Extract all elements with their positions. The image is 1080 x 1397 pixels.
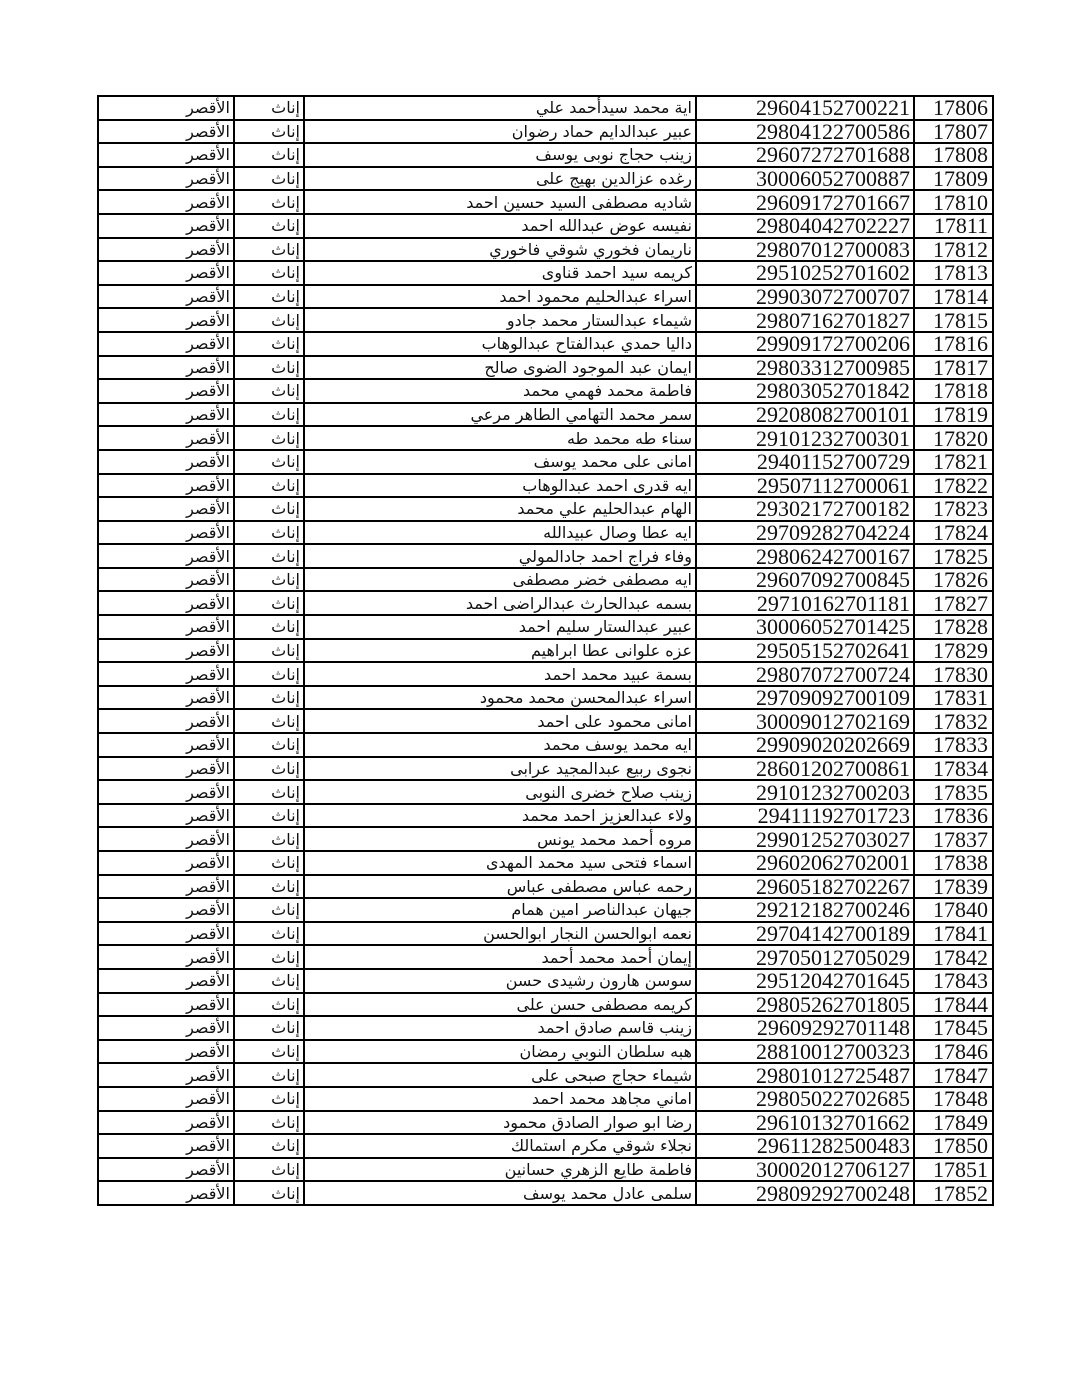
gender-cell: إناث [234, 143, 304, 167]
serial-cell: 17815 [914, 308, 993, 332]
gender-cell: إناث [234, 379, 304, 403]
gender-cell: إناث [234, 1181, 304, 1205]
gender-cell: إناث [234, 1040, 304, 1064]
table-row [98, 591, 993, 615]
name-cell: مروه أحمد محمد يونس [304, 827, 696, 851]
name-cell: نجوى ربيع عبدالمجيد عرابى [304, 757, 696, 781]
governorate-cell: الأقصر [98, 96, 234, 120]
serial-cell: 17820 [914, 426, 993, 450]
table-row [98, 757, 993, 781]
records-table [97, 95, 994, 1206]
national-id-cell: 29605182702267 [696, 875, 914, 899]
name-cell: سلمى عادل محمد يوسف [304, 1181, 696, 1205]
gender-cell: إناث [234, 993, 304, 1017]
serial-cell: 17839 [914, 875, 993, 899]
governorate-cell: الأقصر [98, 922, 234, 946]
table-row [98, 1063, 993, 1087]
gender-cell: إناث [234, 1087, 304, 1111]
governorate-cell: الأقصر [98, 898, 234, 922]
name-cell: داليا حمدي عبدالفتاح عبدالوهاب [304, 332, 696, 356]
name-cell: زينب حجاج نوبى يوسف [304, 143, 696, 167]
table-row [98, 1158, 993, 1182]
table-row [98, 639, 993, 663]
serial-cell: 17826 [914, 568, 993, 592]
name-cell: رحمه عباس مصطفى عباس [304, 875, 696, 899]
serial-cell: 17809 [914, 167, 993, 191]
national-id-cell: 29507112700061 [696, 474, 914, 498]
governorate-cell: الأقصر [98, 214, 234, 238]
name-cell: رغده عزالدين بهيج على [304, 167, 696, 191]
records-table-body [98, 96, 993, 1205]
gender-cell: إناث [234, 450, 304, 474]
serial-cell: 17851 [914, 1158, 993, 1182]
table-row [98, 1134, 993, 1158]
gender-cell: إناث [234, 214, 304, 238]
name-cell: عزه علوانى عطا ابراهيم [304, 639, 696, 663]
governorate-cell: الأقصر [98, 450, 234, 474]
name-cell: فاطمة محمد فهمي محمد [304, 379, 696, 403]
national-id-cell: 29704142700189 [696, 922, 914, 946]
gender-cell: إناث [234, 261, 304, 285]
serial-cell: 17841 [914, 922, 993, 946]
table-row [98, 190, 993, 214]
governorate-cell: الأقصر [98, 780, 234, 804]
national-id-cell: 29804042702227 [696, 214, 914, 238]
governorate-cell: الأقصر [98, 1111, 234, 1135]
table-row [98, 261, 993, 285]
gender-cell: إناث [234, 1016, 304, 1040]
governorate-cell: الأقصر [98, 1087, 234, 1111]
serial-cell: 17848 [914, 1087, 993, 1111]
gender-cell: إناث [234, 403, 304, 427]
name-cell: زينب قاسم صادق احمد [304, 1016, 696, 1040]
governorate-cell: الأقصر [98, 827, 234, 851]
name-cell: امانى على محمد يوسف [304, 450, 696, 474]
table-row [98, 521, 993, 545]
governorate-cell: الأقصر [98, 1181, 234, 1205]
national-id-cell: 29803312700985 [696, 356, 914, 380]
gender-cell: إناث [234, 1158, 304, 1182]
gender-cell: إناث [234, 969, 304, 993]
table-row [98, 96, 993, 120]
national-id-cell: 29607092700845 [696, 568, 914, 592]
national-id-cell: 29512042701645 [696, 969, 914, 993]
national-id-cell: 29803052701842 [696, 379, 914, 403]
name-cell: ولاء عبدالعزيز احمد محمد [304, 804, 696, 828]
serial-cell: 17835 [914, 780, 993, 804]
name-cell: ايه محمد يوسف محمد [304, 733, 696, 757]
governorate-cell: الأقصر [98, 686, 234, 710]
table-row [98, 1040, 993, 1064]
serial-cell: 17824 [914, 521, 993, 545]
governorate-cell: الأقصر [98, 261, 234, 285]
national-id-cell: 29809292700248 [696, 1181, 914, 1205]
table-row [98, 851, 993, 875]
name-cell: اية محمد سيدأحمد علي [304, 96, 696, 120]
gender-cell: إناث [234, 709, 304, 733]
table-row [98, 969, 993, 993]
name-cell: فاطمة طايع الزهري حسانين [304, 1158, 696, 1182]
name-cell: اسراء عبدالحليم محمود احمد [304, 285, 696, 309]
governorate-cell: الأقصر [98, 167, 234, 191]
name-cell: جيهان عبدالناصر امين همام [304, 898, 696, 922]
national-id-cell: 29807072700724 [696, 662, 914, 686]
serial-cell: 17812 [914, 238, 993, 262]
national-id-cell: 29611282500483 [696, 1134, 914, 1158]
national-id-cell: 29101232700301 [696, 426, 914, 450]
governorate-cell: الأقصر [98, 544, 234, 568]
name-cell: كريمه مصطفى حسن على [304, 993, 696, 1017]
table-row [98, 709, 993, 733]
national-id-cell: 29806242700167 [696, 544, 914, 568]
gender-cell: إناث [234, 426, 304, 450]
serial-cell: 17818 [914, 379, 993, 403]
governorate-cell: الأقصر [98, 285, 234, 309]
gender-cell: إناث [234, 922, 304, 946]
name-cell: عبير عبدالدايم حماد رضوان [304, 120, 696, 144]
name-cell: نفيسه عوض عبدالله احمد [304, 214, 696, 238]
table-row [98, 403, 993, 427]
table-row [98, 922, 993, 946]
national-id-cell: 29602062702001 [696, 851, 914, 875]
gender-cell: إناث [234, 167, 304, 191]
governorate-cell: الأقصر [98, 804, 234, 828]
national-id-cell: 29709282704224 [696, 521, 914, 545]
serial-cell: 17847 [914, 1063, 993, 1087]
governorate-cell: الأقصر [98, 308, 234, 332]
table-row [98, 544, 993, 568]
national-id-cell: 30006052701425 [696, 615, 914, 639]
serial-cell: 17842 [914, 945, 993, 969]
gender-cell: إناث [234, 497, 304, 521]
governorate-cell: الأقصر [98, 733, 234, 757]
serial-cell: 17810 [914, 190, 993, 214]
name-cell: سمر محمد التهامي الطاهر مرعي [304, 403, 696, 427]
national-id-cell: 29804122700586 [696, 120, 914, 144]
national-id-cell: 29807012700083 [696, 238, 914, 262]
table-row [98, 450, 993, 474]
gender-cell: إناث [234, 474, 304, 498]
governorate-cell: الأقصر [98, 1134, 234, 1158]
serial-cell: 17831 [914, 686, 993, 710]
governorate-cell: الأقصر [98, 426, 234, 450]
national-id-cell: 29101232700203 [696, 780, 914, 804]
national-id-cell: 29510252701602 [696, 261, 914, 285]
serial-cell: 17819 [914, 403, 993, 427]
table-row [98, 214, 993, 238]
national-id-cell: 29609292701148 [696, 1016, 914, 1040]
table-row [98, 332, 993, 356]
gender-cell: إناث [234, 308, 304, 332]
gender-cell: إناث [234, 875, 304, 899]
governorate-cell: الأقصر [98, 945, 234, 969]
gender-cell: إناث [234, 285, 304, 309]
serial-cell: 17836 [914, 804, 993, 828]
gender-cell: إناث [234, 898, 304, 922]
serial-cell: 17807 [914, 120, 993, 144]
governorate-cell: الأقصر [98, 709, 234, 733]
table-row [98, 827, 993, 851]
national-id-cell: 30006052700887 [696, 167, 914, 191]
national-id-cell: 29212182700246 [696, 898, 914, 922]
name-cell: اسراء عبدالمحسن محمد محمود [304, 686, 696, 710]
table-row [98, 1181, 993, 1205]
governorate-cell: الأقصر [98, 993, 234, 1017]
serial-cell: 17823 [914, 497, 993, 521]
serial-cell: 17828 [914, 615, 993, 639]
table-row [98, 1087, 993, 1111]
national-id-cell: 29807162701827 [696, 308, 914, 332]
name-cell: شاديه مصطفى السيد حسين احمد [304, 190, 696, 214]
national-id-cell: 29805262701805 [696, 993, 914, 1017]
table-row [98, 379, 993, 403]
table-row [98, 426, 993, 450]
national-id-cell: 29705012705029 [696, 945, 914, 969]
name-cell: ايه قدرى احمد عبدالوهاب [304, 474, 696, 498]
serial-cell: 17833 [914, 733, 993, 757]
gender-cell: إناث [234, 190, 304, 214]
name-cell: الهام عبدالحليم علي محمد [304, 497, 696, 521]
table-row [98, 804, 993, 828]
table-row [98, 474, 993, 498]
gender-cell: إناث [234, 945, 304, 969]
national-id-cell: 30002012706127 [696, 1158, 914, 1182]
serial-cell: 17816 [914, 332, 993, 356]
national-id-cell: 29801012725487 [696, 1063, 914, 1087]
name-cell: ناريمان فخوري شوقي فاخوري [304, 238, 696, 262]
gender-cell: إناث [234, 356, 304, 380]
governorate-cell: الأقصر [98, 379, 234, 403]
serial-cell: 17808 [914, 143, 993, 167]
governorate-cell: الأقصر [98, 332, 234, 356]
gender-cell: إناث [234, 96, 304, 120]
table-row [98, 686, 993, 710]
governorate-cell: الأقصر [98, 1016, 234, 1040]
governorate-cell: الأقصر [98, 1040, 234, 1064]
name-cell: هبه سلطان النوبي رمضان [304, 1040, 696, 1064]
gender-cell: إناث [234, 615, 304, 639]
name-cell: سناء طه محمد طه [304, 426, 696, 450]
name-cell: ايه مصطفى خضر مصطفى [304, 568, 696, 592]
name-cell: ايه عطا وصال عبيدالله [304, 521, 696, 545]
table-row [98, 568, 993, 592]
name-cell: سوسن هارون رشيدى حسن [304, 969, 696, 993]
table-row [98, 143, 993, 167]
gender-cell: إناث [234, 780, 304, 804]
governorate-cell: الأقصر [98, 591, 234, 615]
gender-cell: إناث [234, 662, 304, 686]
serial-cell: 17846 [914, 1040, 993, 1064]
governorate-cell: الأقصر [98, 497, 234, 521]
governorate-cell: الأقصر [98, 969, 234, 993]
name-cell: بسمة عبيد محمد احمد [304, 662, 696, 686]
national-id-cell: 30009012702169 [696, 709, 914, 733]
governorate-cell: الأقصر [98, 568, 234, 592]
national-id-cell: 29709092700109 [696, 686, 914, 710]
governorate-cell: الأقصر [98, 356, 234, 380]
gender-cell: إناث [234, 757, 304, 781]
governorate-cell: الأقصر [98, 521, 234, 545]
table-row [98, 1016, 993, 1040]
national-id-cell: 29604152700221 [696, 96, 914, 120]
serial-cell: 17845 [914, 1016, 993, 1040]
table-row [98, 615, 993, 639]
serial-cell: 17843 [914, 969, 993, 993]
table-row [98, 993, 993, 1017]
table-row [98, 497, 993, 521]
national-id-cell: 29805022702685 [696, 1087, 914, 1111]
governorate-cell: الأقصر [98, 143, 234, 167]
table-row [98, 945, 993, 969]
governorate-cell: الأقصر [98, 190, 234, 214]
national-id-cell: 28810012700323 [696, 1040, 914, 1064]
table-row [98, 875, 993, 899]
name-cell: اسماء فتحى سيد محمد المهدى [304, 851, 696, 875]
governorate-cell: الأقصر [98, 238, 234, 262]
governorate-cell: الأقصر [98, 615, 234, 639]
governorate-cell: الأقصر [98, 120, 234, 144]
table-row [98, 1111, 993, 1135]
governorate-cell: الأقصر [98, 403, 234, 427]
gender-cell: إناث [234, 568, 304, 592]
gender-cell: إناث [234, 639, 304, 663]
name-cell: شيماء عبدالستار محمد جادو [304, 308, 696, 332]
table-row [98, 898, 993, 922]
governorate-cell: الأقصر [98, 875, 234, 899]
serial-cell: 17838 [914, 851, 993, 875]
name-cell: ايمان عبد الموجود الضوى صالح [304, 356, 696, 380]
name-cell: امانى محمود على احمد [304, 709, 696, 733]
gender-cell: إناث [234, 544, 304, 568]
serial-cell: 17814 [914, 285, 993, 309]
governorate-cell: الأقصر [98, 851, 234, 875]
table-row [98, 120, 993, 144]
gender-cell: إناث [234, 1063, 304, 1087]
national-id-cell: 29710162701181 [696, 591, 914, 615]
name-cell: إيمان أحمد محمد أحمد [304, 945, 696, 969]
gender-cell: إناث [234, 332, 304, 356]
name-cell: كريمه سيد احمد قناوى [304, 261, 696, 285]
serial-cell: 17821 [914, 450, 993, 474]
gender-cell: إناث [234, 1111, 304, 1135]
table-row [98, 356, 993, 380]
gender-cell: إناث [234, 591, 304, 615]
name-cell: نجلاء شوقي مكرم استمالك [304, 1134, 696, 1158]
serial-cell: 17806 [914, 96, 993, 120]
name-cell: وفاء فراج احمد جادالمولي [304, 544, 696, 568]
national-id-cell: 28601202700861 [696, 757, 914, 781]
serial-cell: 17811 [914, 214, 993, 238]
table-row [98, 308, 993, 332]
serial-cell: 17830 [914, 662, 993, 686]
table-row [98, 285, 993, 309]
gender-cell: إناث [234, 120, 304, 144]
governorate-cell: الأقصر [98, 757, 234, 781]
table-row [98, 662, 993, 686]
national-id-cell: 29610132701662 [696, 1111, 914, 1135]
serial-cell: 17840 [914, 898, 993, 922]
gender-cell: إناث [234, 804, 304, 828]
gender-cell: إناث [234, 851, 304, 875]
serial-cell: 17834 [914, 757, 993, 781]
table-row [98, 780, 993, 804]
name-cell: بسمه عبدالحارث عبدالراضى احمد [304, 591, 696, 615]
table-row [98, 167, 993, 191]
serial-cell: 17825 [914, 544, 993, 568]
national-id-cell: 29302172700182 [696, 497, 914, 521]
national-id-cell: 29901252703027 [696, 827, 914, 851]
gender-cell: إناث [234, 686, 304, 710]
name-cell: اماني مجاهد محمد احمد [304, 1087, 696, 1111]
governorate-cell: الأقصر [98, 639, 234, 663]
national-id-cell: 29208082700101 [696, 403, 914, 427]
national-id-cell: 29411192701723 [696, 804, 914, 828]
serial-cell: 17827 [914, 591, 993, 615]
serial-cell: 17822 [914, 474, 993, 498]
national-id-cell: 29909020202669 [696, 733, 914, 757]
serial-cell: 17844 [914, 993, 993, 1017]
serial-cell: 17837 [914, 827, 993, 851]
national-id-cell: 29909172700206 [696, 332, 914, 356]
national-id-cell: 29903072700707 [696, 285, 914, 309]
serial-cell: 17850 [914, 1134, 993, 1158]
gender-cell: إناث [234, 827, 304, 851]
governorate-cell: الأقصر [98, 1158, 234, 1182]
gender-cell: إناث [234, 733, 304, 757]
serial-cell: 17813 [914, 261, 993, 285]
name-cell: زينب صلاح خضرى النوبى [304, 780, 696, 804]
serial-cell: 17832 [914, 709, 993, 733]
name-cell: نعمه ابوالحسن النجار ابوالحسن [304, 922, 696, 946]
governorate-cell: الأقصر [98, 1063, 234, 1087]
serial-cell: 17849 [914, 1111, 993, 1135]
national-id-cell: 29505152702641 [696, 639, 914, 663]
national-id-cell: 29609172701667 [696, 190, 914, 214]
national-id-cell: 29607272701688 [696, 143, 914, 167]
governorate-cell: الأقصر [98, 474, 234, 498]
name-cell: عبير عبدالستار سليم احمد [304, 615, 696, 639]
gender-cell: إناث [234, 1134, 304, 1158]
serial-cell: 17817 [914, 356, 993, 380]
name-cell: شيماء حجاج صبحى على [304, 1063, 696, 1087]
gender-cell: إناث [234, 521, 304, 545]
table-row [98, 733, 993, 757]
governorate-cell: الأقصر [98, 662, 234, 686]
gender-cell: إناث [234, 238, 304, 262]
name-cell: رضا ابو صوار الصادق محمود [304, 1111, 696, 1135]
national-id-cell: 29401152700729 [696, 450, 914, 474]
serial-cell: 17829 [914, 639, 993, 663]
serial-cell: 17852 [914, 1181, 993, 1205]
table-row [98, 238, 993, 262]
